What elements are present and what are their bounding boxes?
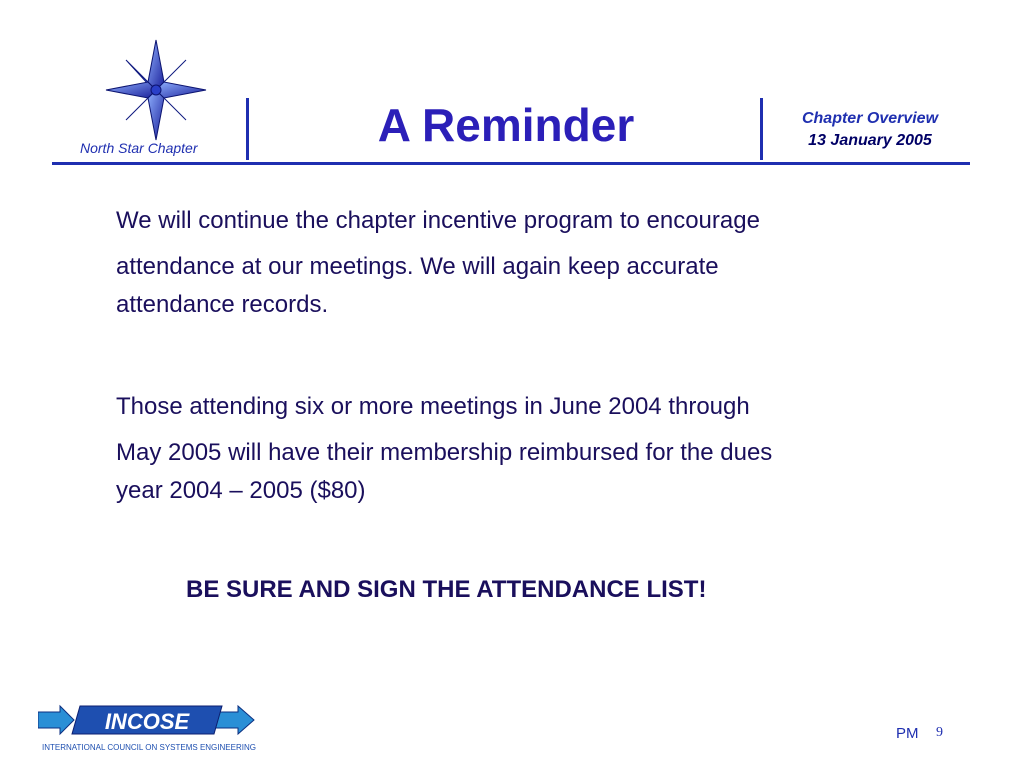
- text-line: We will continue the chapter incentive program to encourage: [116, 207, 760, 234]
- header-divider-right: [760, 98, 763, 160]
- presentation-date: 13 January 2005: [808, 132, 932, 149]
- logo-subtitle: INTERNATIONAL COUNCIL ON SYSTEMS ENGINEERING: [42, 743, 256, 752]
- paragraph-incentive: [116, 204, 916, 322]
- text-line: year 2004 – 2005 ($80): [116, 477, 366, 504]
- attendance-callout: BE SURE AND SIGN THE ATTENDANCE LIST!: [186, 576, 707, 603]
- slide-title: A Reminder: [377, 99, 635, 151]
- section-label: Chapter Overview: [801, 110, 939, 127]
- text-line: attendance records.: [116, 291, 329, 318]
- paragraph-reimbursement: [116, 390, 916, 508]
- logo-text: INCOSE: [104, 709, 190, 734]
- header-divider-left: [246, 98, 249, 160]
- footer-initials: PM: [896, 725, 919, 742]
- incose-logo: [38, 704, 258, 756]
- page-number: 9: [936, 725, 943, 740]
- text-line: May 2005 will have their membership reimbursed for the dues: [116, 439, 773, 466]
- header-rule: [52, 162, 970, 165]
- section-info: [770, 108, 970, 152]
- compass-star-icon: [104, 38, 208, 142]
- chapter-name: North Star Chapter: [80, 140, 198, 156]
- text-line: attendance at our meetings. We will again keep accurate: [116, 253, 719, 280]
- text-line: Those attending six or more meetings in June 2004 through: [116, 393, 750, 420]
